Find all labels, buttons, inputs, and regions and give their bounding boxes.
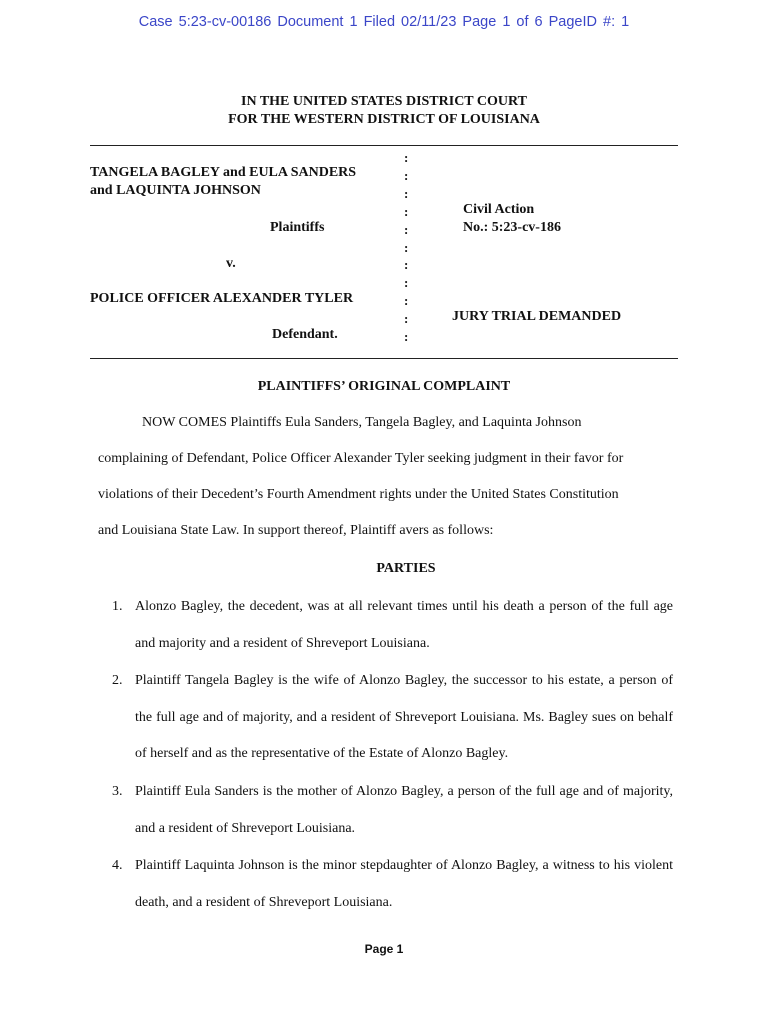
list-item [98, 848, 673, 921]
intro-line: complaining of Defendant, Police Officer Alexander Tyler seeking judgment in their favor for [98, 451, 624, 466]
list-item [98, 774, 673, 847]
caption-colon: : [404, 257, 409, 273]
list-item-number: 1. [112, 599, 123, 614]
caption-colon: : [404, 293, 409, 309]
jury-trial-demand: JURY TRIAL DEMANDED [452, 309, 622, 324]
complaint-title: PLAINTIFFS’ ORIGINAL COMPLAINT [257, 379, 511, 394]
list-item-text: Plaintiff Tangela Bagley is the wife of Alonzo Bagley, the successor to his estate, a person of the full age and of majority, and a resident of Shreveport Louisiana. Ms. Bagley sues on behalf of herself and as the representative of the Estate of Alonzo Bagley. [135, 673, 673, 761]
list-item [98, 589, 673, 662]
plaintiffs-names-line2: and LAQUINTA JOHNSON [90, 183, 261, 198]
court-title [0, 93, 768, 129]
defendant-name: POLICE OFFICER ALEXANDER TYLER [90, 291, 354, 306]
list-item [98, 663, 673, 773]
intro-line: violations of their Decedent’s Fourth Amendment rights under the United States Constitution [98, 487, 619, 502]
case-header-stamp: Case 5:23-cv-00186 Document 1 Filed 02/11/23 Page 1 of 6 PageID #: 1 [138, 14, 630, 30]
list-item-text: Plaintiff Eula Sanders is the mother of Alonzo Bagley, a person of the full age and of majority, and a resident of Shreveport Louisiana. [135, 784, 673, 836]
court-title-line2: FOR THE WESTERN DISTRICT OF LOUISIANA [228, 112, 540, 127]
caption-colon: : [404, 150, 409, 165]
court-title-line1: IN THE UNITED STATES DISTRICT COURT [241, 94, 527, 109]
caption-colon: : [404, 311, 409, 327]
caption-colon-column [404, 149, 408, 346]
intro-line: NOW COMES Plaintiffs Eula Sanders, Tangela Bagley, and Laquinta Johnson [142, 415, 582, 430]
caption-colon: : [404, 203, 409, 219]
case-number: No.: 5:23-cv-186 [463, 220, 561, 235]
civil-action-label: Civil Action [463, 202, 535, 217]
plaintiffs-names-line1: TANGELA BAGLEY and EULA SANDERS [90, 165, 357, 180]
caption-colon: : [404, 329, 409, 345]
caption-colon: : [404, 167, 409, 183]
caption-bottom-rule [90, 358, 678, 359]
list-item-number: 3. [112, 784, 123, 799]
parties-heading: PARTIES [376, 561, 436, 576]
defendant-label: Defendant. [272, 327, 338, 342]
list-item-number: 2. [112, 673, 123, 688]
caption-top-rule [90, 145, 678, 146]
caption-colon: : [404, 185, 409, 201]
list-item-number: 4. [112, 858, 123, 873]
plaintiffs-label: Plaintiffs [270, 220, 325, 235]
caption-colon: : [404, 275, 409, 291]
intro-line: and Louisiana State Law. In support thereof, Plaintiff avers as follows: [98, 523, 494, 538]
versus-label: v. [226, 256, 236, 271]
caption-colon: : [404, 239, 409, 255]
list-item-text: Plaintiff Laquinta Johnson is the minor stepdaughter of Alonzo Bagley, a witness to his violent death, and a resident of Shreveport Louisiana. [135, 858, 673, 910]
page-number: Page 1 [364, 942, 404, 956]
caption-colon: : [404, 221, 409, 237]
list-item-text: Alonzo Bagley, the decedent, was at all relevant times until his death a person of the full age and majority and a resident of Shreveport Louisiana. [135, 599, 673, 651]
